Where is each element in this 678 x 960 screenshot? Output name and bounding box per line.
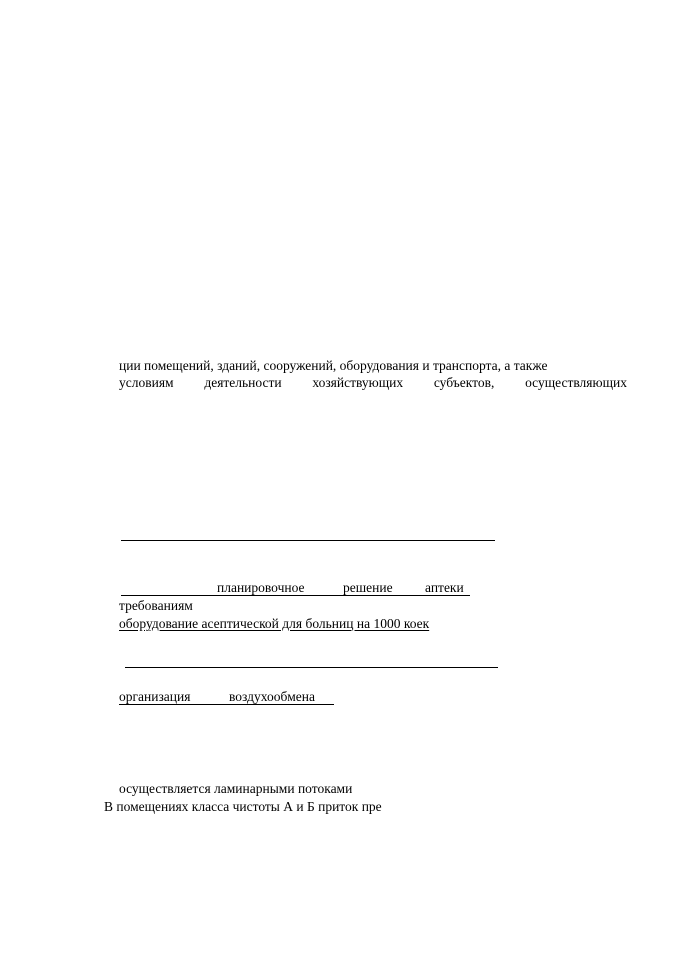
word: деятельности: [204, 375, 282, 390]
word-air-exchange: воздухообмена: [229, 689, 315, 704]
word: условиям: [119, 375, 174, 390]
word: хозяйствующих: [312, 375, 404, 390]
paragraph-line-1: ции помещений, зданий, сооружений, оборудования и транспорта, а также: [119, 358, 548, 373]
blank-underline-1: [121, 540, 495, 541]
word-decision: решение: [343, 580, 393, 595]
air-exchange-line: [119, 689, 334, 705]
word: субъектов,: [433, 375, 495, 390]
word-organisation: организация: [119, 689, 191, 704]
equipment-line: оборудование асептической для больниц на 1000 коек: [119, 616, 430, 631]
blank-underline-2: [125, 667, 498, 668]
requirements-line: требованиям: [119, 598, 193, 613]
planning-line: [119, 580, 470, 596]
word-pharmacy: аптеки: [425, 580, 464, 595]
laminar-line: осуществляется ламинарными потоками: [119, 781, 353, 796]
word: осуществляющих: [525, 375, 627, 390]
clean-rooms-line: В помещениях класса чистоты А и Б приток пре: [104, 799, 382, 814]
word-planning: планировочное: [217, 580, 305, 595]
paragraph-line-2: [119, 375, 627, 391]
